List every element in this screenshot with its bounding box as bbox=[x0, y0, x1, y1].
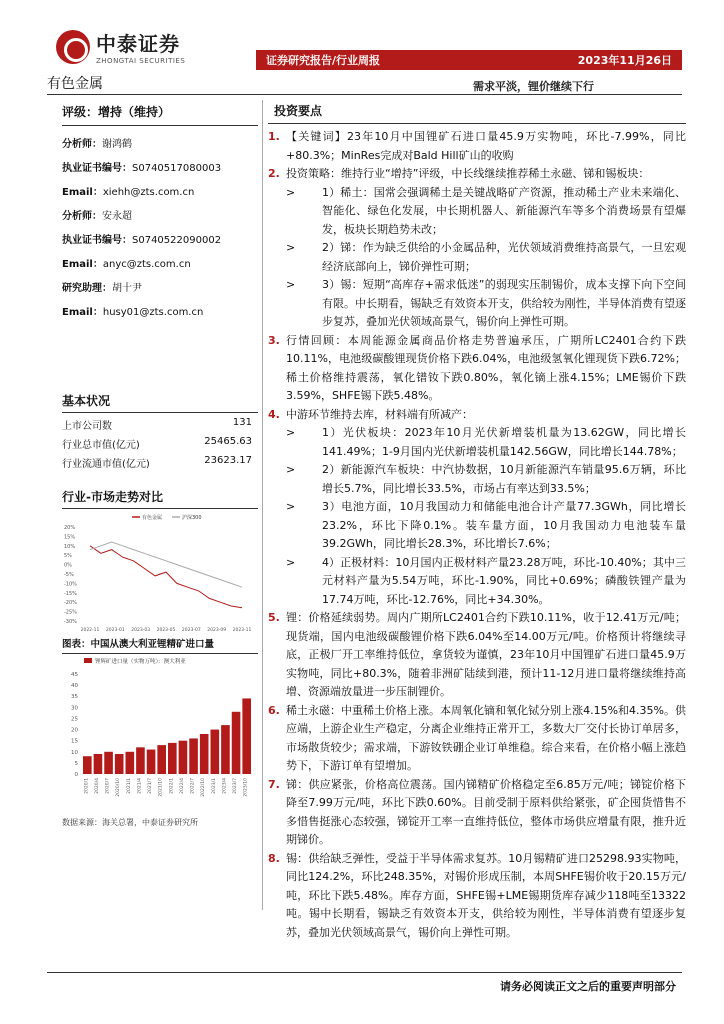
analyst-line bbox=[62, 207, 258, 222]
bar bbox=[126, 752, 135, 774]
sub-point bbox=[268, 276, 686, 332]
analyst-value: husy01@zts.com.cn bbox=[102, 307, 204, 318]
y-tick-label: 30 bbox=[71, 705, 78, 712]
key-point bbox=[268, 609, 686, 702]
bar bbox=[115, 754, 124, 774]
x-tick-label: 2020/4 bbox=[94, 778, 100, 794]
analyst-value: S0740517080003 bbox=[132, 163, 222, 174]
analyst-value: 谢鸿鹤 bbox=[102, 139, 132, 150]
stat-value: 23623.17 bbox=[204, 455, 252, 466]
point-text: 锂：价格延续弱势。周内广期所LC2401合约下跌10.11%，收于12.41万元/吨；现货端，国内电池级碳酸锂价格下跌6.04%至14.00万元/吨。价格预计将继续寻底，正极厂开工率维持低位，拿货较为谨慎，23年10月中国锂矿石进口量45.9万实物吨，同比+80.3%，随着非洲矿陆续到港，预计11-12月进口量将继续维持高增、资源端放量进一步压制锂价。 bbox=[286, 611, 686, 698]
analyst-line bbox=[62, 183, 258, 198]
x-tick-label: 2023-11 bbox=[232, 628, 252, 633]
trend-title: 行业-市场走势对比 bbox=[62, 488, 258, 509]
legend-label: 沪深300 bbox=[182, 515, 202, 521]
analyst-value: 安永超 bbox=[102, 211, 132, 222]
x-tick-label: 2023-05 bbox=[156, 628, 176, 633]
bar bbox=[168, 743, 177, 774]
y-tick-label: -20% bbox=[64, 600, 77, 607]
x-tick-label: 2022/10 bbox=[201, 778, 207, 797]
legend-label: 锂辉矿进口量（实物万吨）：澳大利亚 bbox=[95, 659, 186, 665]
point-number: 6. bbox=[268, 703, 280, 717]
point-text: 锡：供给缺乏弹性，受益于半导体需求复苏。10月锡精矿进口25298.93实物吨，同比124.2%，环比248.35%，对锡价形成压制，本周SHFE锡价收于20.15万元/吨，环比下跌5.48%。库存方面，SHFE锡+LME锡期货库存减少118吨至13322吨。锡中长期看，锡缺乏有效资本开支，供给较为刚性，半导体消费有望逐步复苏，叠加光伏领域高景气，锡价向上弹性可期。 bbox=[286, 851, 686, 939]
key-point bbox=[268, 128, 686, 165]
bar bbox=[200, 734, 209, 774]
point-number: 8. bbox=[268, 851, 280, 865]
report-subtitle: 需求平淡，锂价继续下行 bbox=[473, 80, 594, 93]
bullet-icon: > bbox=[286, 426, 296, 439]
fig-source: 数据来源：海关总署，中泰证券研究所 bbox=[62, 818, 198, 827]
bar bbox=[104, 752, 113, 774]
stat-key: 行业总市值(亿元) bbox=[62, 440, 140, 451]
legend-label: 有色金属 bbox=[142, 515, 163, 521]
bullet-icon: > bbox=[286, 500, 296, 513]
bar bbox=[221, 725, 230, 774]
x-tick-label: 2021/4 bbox=[137, 778, 143, 794]
y-tick-label: 10 bbox=[71, 749, 78, 756]
bar bbox=[211, 730, 220, 774]
divider bbox=[47, 94, 682, 95]
y-tick-label: 15 bbox=[71, 738, 78, 745]
basic-stats bbox=[62, 417, 258, 470]
y-tick-label: 15% bbox=[64, 534, 76, 541]
x-tick-label: 2021/10 bbox=[158, 778, 164, 797]
analyst-line bbox=[62, 303, 258, 318]
company-name-cn: 中泰证券 bbox=[96, 32, 180, 56]
y-tick-label: 5 bbox=[74, 760, 78, 767]
bar bbox=[232, 712, 241, 774]
trend-chart bbox=[62, 509, 252, 639]
y-tick-label: -15% bbox=[64, 590, 77, 597]
point-text: 行情回顾：本周能源金属商品价格走势普遍承压，广期所LC2401合约下跌10.11%，电池级碳酸锂现货价格下跌6.04%，电池级氢氧化锂现货下跌6.72%；稀土价格维持震荡，氧化镨钕下跌0.80%，氧化镝上涨4.15%；LME锡价下跌3.59%，SHFE锡下跌5.48%。 bbox=[286, 333, 686, 402]
y-tick-label: 40 bbox=[71, 683, 78, 690]
point-text: 2）锑：作为缺乏供给的小金属品种，光伏领域消费维持高景气，一旦宏观经济底部向上，锑价弹性可期； bbox=[322, 241, 686, 273]
basic-title: 基本状况 bbox=[62, 392, 258, 413]
y-tick-label: -30% bbox=[64, 619, 77, 625]
x-tick-label: 2021/7 bbox=[148, 778, 154, 794]
key-point bbox=[268, 776, 686, 850]
x-tick-label: 2022/7 bbox=[190, 778, 196, 794]
x-tick-label: 2023/10 bbox=[243, 778, 249, 797]
y-tick-label: -10% bbox=[64, 581, 77, 588]
x-tick-label: 2023/4 bbox=[222, 778, 228, 794]
column-divider bbox=[262, 100, 263, 910]
point-text: 【关键词】23年10月中国锂矿石进口量45.9万实物吨，环比-7.99%，同比+80.3%；MinRes完成对Bald Hill矿山的收购 bbox=[286, 130, 686, 162]
analyst-label: 研究助理： bbox=[62, 283, 112, 294]
bullet-icon: > bbox=[286, 241, 296, 254]
series-line-0 bbox=[90, 546, 242, 608]
stat-row bbox=[62, 436, 258, 451]
analyst-label: 执业证书编号： bbox=[62, 163, 132, 174]
bullet-icon: > bbox=[286, 278, 296, 291]
report-type: 证券研究报告/行业周报 bbox=[266, 54, 381, 67]
sub-point bbox=[268, 498, 686, 554]
y-tick-label: 0 bbox=[74, 772, 78, 778]
y-tick-label: 10% bbox=[64, 543, 76, 550]
analyst-value: xiehh@zts.com.cn bbox=[102, 187, 195, 198]
point-text: 4）正极材料：10月国内正极材料产量23.28万吨，环比-10.40%；其中三元材料产量为5.54万吨，环比-1.90%，同比+0.69%；磷酸铁锂产量为17.74万吨，环比-12.76%，同比+34.30%。 bbox=[322, 555, 686, 606]
point-number: 4. bbox=[268, 407, 280, 421]
bullet-icon: > bbox=[286, 555, 296, 569]
x-tick-label: 2022/4 bbox=[179, 778, 185, 794]
point-text: 1）稀土：国常会强调稀土是关键战略矿产资源，推动稀土产业未来端化、智能化、绿色化发展，中长期机器人、新能源汽车等多个消费场景有望爆发，板块长期趋势未改； bbox=[322, 185, 686, 236]
footer-disclaimer: 请务必阅读正文之后的重要声明部分 bbox=[500, 980, 676, 993]
bar bbox=[83, 756, 92, 774]
analyst-label: Email： bbox=[62, 259, 103, 270]
point-text: 2）新能源汽车板块：中汽协数据，10月新能源汽车销量95.6万辆，环比增长5.7%，同比增长33.5%，市场占有率达到33.5%； bbox=[322, 463, 686, 495]
point-text: 3）电池方面，10月我国动力和储能电池合计产量77.3GWh，同比增长23.2%，环比下降0.1%。装车量方面，10月我国动力电池装车量39.2GWh，同比增长28.3%，环比增长7.6%； bbox=[322, 500, 686, 550]
import-bar-chart bbox=[62, 654, 258, 814]
analyst-line bbox=[62, 159, 258, 174]
key-point bbox=[268, 332, 686, 406]
analyst-value: 胡十尹 bbox=[112, 283, 142, 294]
analyst-label: 分析师： bbox=[62, 139, 102, 150]
bullet-icon: > bbox=[286, 463, 296, 476]
analyst-line bbox=[62, 231, 258, 246]
key-points-title: 投资要点 bbox=[268, 100, 686, 124]
point-text: 3）锡：短期“高库存+需求低迷”的弱现实压制锡价，成本支撑下向下空间有限。中长期看，锡缺乏有效资本开支，供给较为刚性，半导体消费有望逐步复苏，叠加光伏领域高景气，锡价向上弹性可期。 bbox=[322, 278, 686, 328]
report-header-bar bbox=[256, 50, 682, 70]
y-tick-label: 20% bbox=[64, 525, 76, 531]
x-tick-label: 2023-07 bbox=[181, 628, 201, 633]
y-tick-label: 5% bbox=[64, 553, 72, 560]
footer-divider bbox=[47, 972, 682, 973]
bullet-icon: > bbox=[286, 185, 296, 199]
sub-point bbox=[268, 424, 686, 461]
analyst-value: S0740522090002 bbox=[132, 235, 222, 246]
bar bbox=[242, 698, 251, 774]
x-tick-label: 2020/1 bbox=[84, 778, 90, 794]
key-point bbox=[268, 165, 686, 184]
analyst-label: 执业证书编号： bbox=[62, 235, 132, 246]
report-date: 2023年11月26日 bbox=[577, 54, 672, 67]
stat-row bbox=[62, 417, 258, 432]
x-tick-label: 2023-09 bbox=[207, 628, 227, 633]
analyst-list bbox=[62, 135, 258, 318]
analyst-line bbox=[62, 135, 258, 150]
industry-title: 有色金属 bbox=[47, 76, 103, 92]
point-text: 中游环节维持去库，材料端有所减产： bbox=[286, 407, 473, 421]
point-number: 3. bbox=[268, 333, 280, 347]
point-number: 1. bbox=[268, 130, 280, 143]
bar bbox=[136, 747, 145, 774]
stat-key: 上市公司数 bbox=[62, 421, 112, 432]
key-points-list bbox=[268, 128, 686, 942]
bar bbox=[147, 750, 156, 774]
bar bbox=[189, 738, 198, 774]
stat-value: 131 bbox=[232, 417, 252, 428]
stat-row bbox=[62, 455, 258, 470]
series-line-1 bbox=[90, 542, 242, 587]
bar bbox=[179, 741, 188, 774]
y-tick-label: 25 bbox=[71, 716, 78, 723]
x-tick-label: 2020/10 bbox=[116, 778, 122, 797]
analyst-label: Email： bbox=[62, 307, 103, 318]
analyst-line bbox=[62, 279, 258, 294]
x-tick-label: 2023/7 bbox=[233, 778, 239, 794]
bar bbox=[157, 745, 166, 774]
stat-key: 行业流通市值(亿元) bbox=[62, 459, 150, 470]
y-tick-label: 20 bbox=[71, 727, 78, 734]
sub-point bbox=[268, 554, 686, 610]
y-tick-label: -5% bbox=[64, 572, 74, 578]
company-name-en: ZHONGTAI SECURITIES bbox=[96, 57, 186, 65]
x-tick-label: 2020/7 bbox=[105, 778, 111, 794]
x-tick-label: 2021/1 bbox=[126, 778, 132, 794]
analyst-label: 分析师： bbox=[62, 211, 102, 222]
point-number: 7. bbox=[268, 777, 280, 791]
key-point bbox=[268, 850, 686, 943]
x-tick-label: 2023-01 bbox=[105, 628, 125, 633]
sub-point bbox=[268, 184, 686, 240]
rating: 评级：增持（维持） bbox=[62, 100, 258, 126]
point-text: 1）光伏板块：2023年10月光伏新增装机量为13.62GW，同比增长141.49%；1-9月国内光伏新增装机量142.56GW，同比增长144.78%； bbox=[322, 426, 686, 458]
point-text: 投资策略：维持行业“增持”评级，中长线继续推荐稀土永磁、锑和锡板块： bbox=[286, 167, 650, 180]
sub-point bbox=[268, 461, 686, 498]
logo-icon bbox=[56, 30, 90, 64]
bar bbox=[94, 754, 103, 774]
key-point bbox=[268, 702, 686, 776]
fig-title: 图表：中国从澳大利亚锂精矿进口量 bbox=[62, 636, 258, 654]
y-tick-label: 45 bbox=[71, 672, 78, 678]
company-logo bbox=[56, 28, 185, 65]
point-number: 2. bbox=[268, 167, 280, 180]
key-point bbox=[268, 406, 686, 425]
analyst-label: Email： bbox=[62, 187, 103, 198]
x-tick-label: 2022/1 bbox=[169, 778, 175, 794]
y-tick-label: -25% bbox=[64, 609, 77, 616]
stat-value: 25465.63 bbox=[204, 436, 252, 447]
x-tick-label: 2023/1 bbox=[211, 778, 217, 794]
y-tick-label: 35 bbox=[71, 694, 78, 701]
y-tick-label: 0% bbox=[64, 562, 72, 569]
x-tick-label: 2022-11 bbox=[80, 628, 100, 633]
point-text: 锑：供应紧张，价格高位震荡。国内锑精矿价格稳定至6.85万元/吨；锑锭价格下降至7.99万元/吨，环比下跌0.60%。目前受制于原料供给紧张，矿企囤货惜售不多惜售挺涨心态较强，锑锭开工率一直维持低位，整体市场供应增量有限，推升近期锑价。 bbox=[286, 777, 686, 846]
import-chart-box bbox=[62, 636, 258, 827]
right-column bbox=[268, 100, 686, 942]
point-text: 稀土永磁：中重稀土价格上涨。本周氧化镝和氧化铽分别上涨4.15%和4.35%。供应端，上游企业生产稳定，分离企业维持正常开工，多数大厂交付长协订单居多，市场散货较少；需求端，下游钕铁硼企业订单维稳。综合来看，在价格小幅上涨趋势下，下游订单有望增加。 bbox=[286, 703, 686, 772]
x-tick-label: 2023-03 bbox=[131, 628, 151, 633]
sub-point bbox=[268, 239, 686, 276]
left-column bbox=[62, 100, 258, 642]
point-number: 5. bbox=[268, 611, 280, 624]
analyst-value: anyc@zts.com.cn bbox=[102, 259, 191, 270]
legend-swatch bbox=[84, 658, 92, 663]
analyst-line bbox=[62, 255, 258, 270]
